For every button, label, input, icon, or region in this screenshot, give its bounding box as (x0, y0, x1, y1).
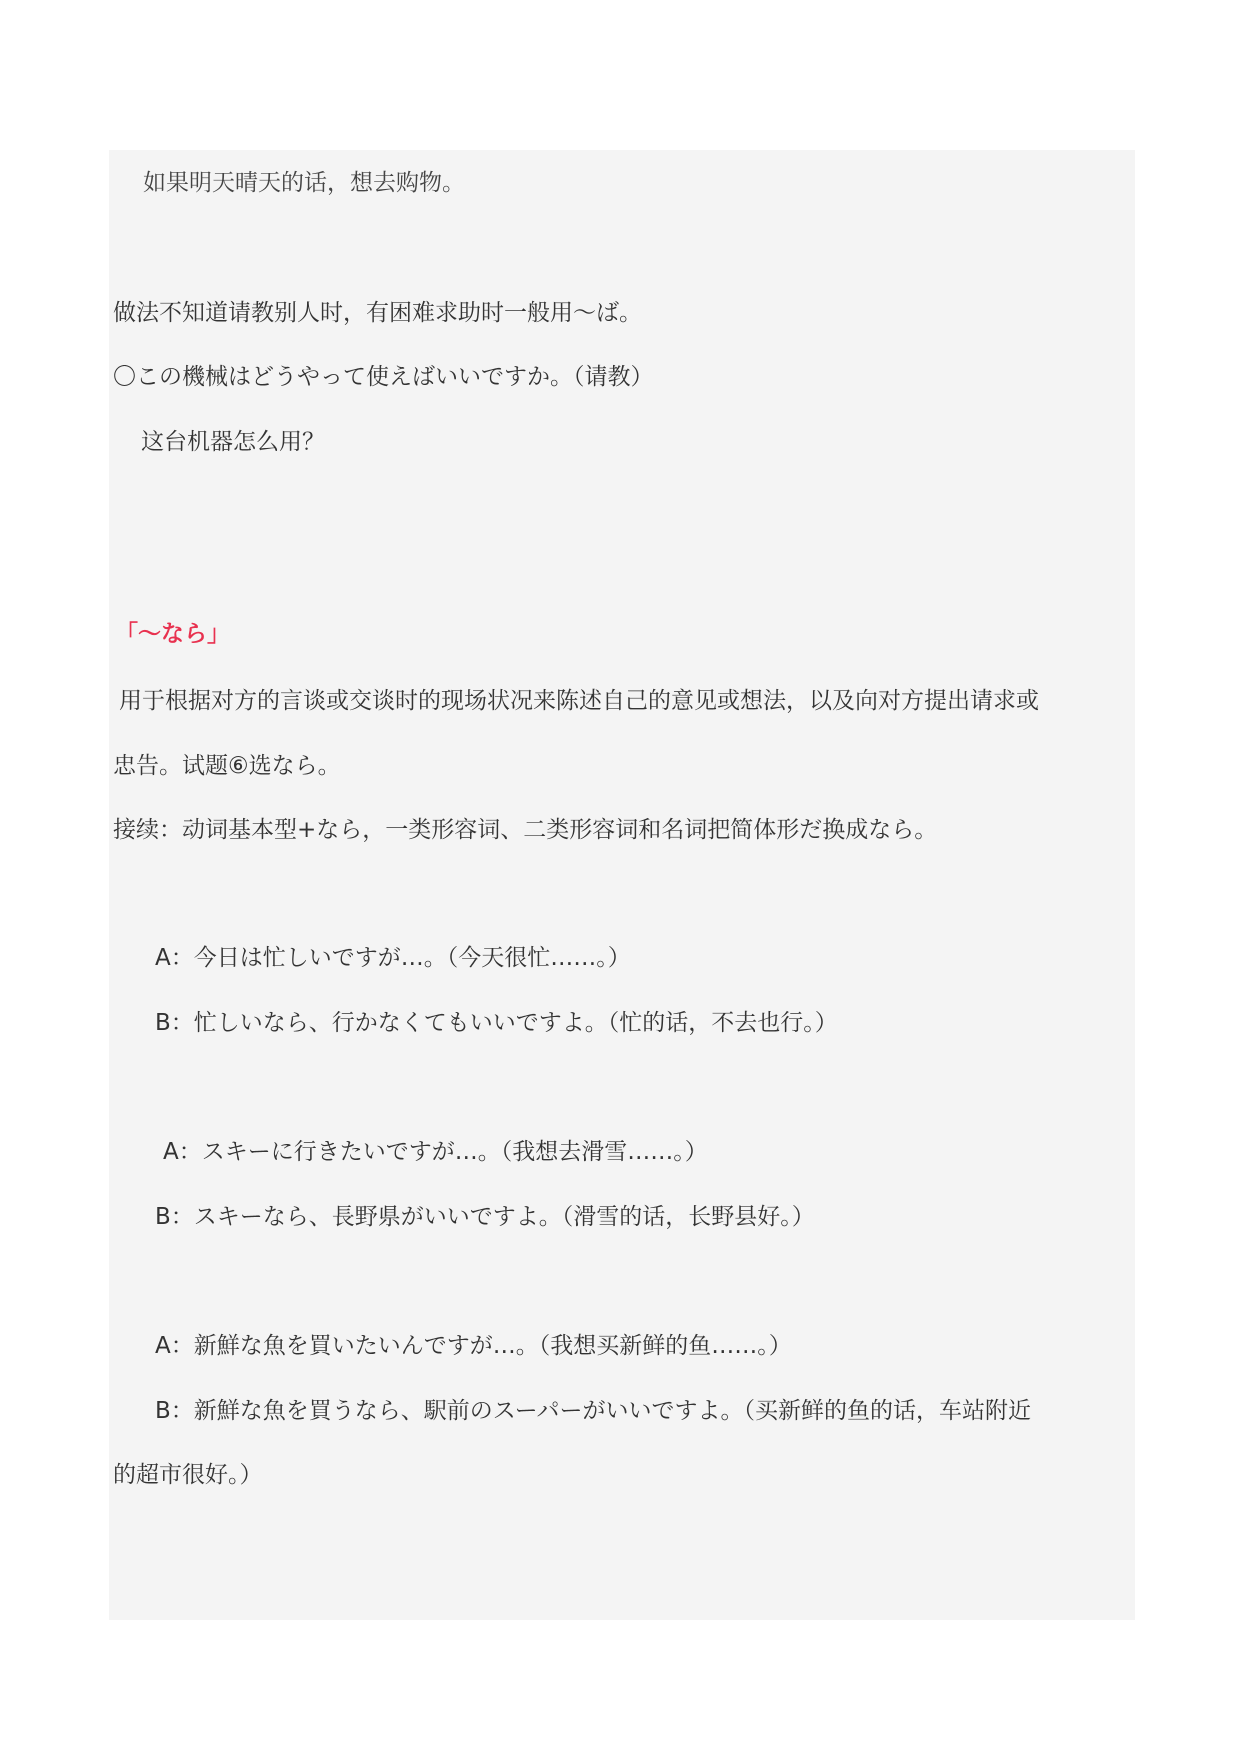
intro-translation: 如果明天晴天的话，想去购物。 (143, 170, 465, 196)
dialogue-2-a: A：スキーに行きたいですが…。（我想去滑雪……。） (163, 1139, 708, 1165)
dialogue-3-b-line-1: B：新鮮な魚を買うなら、駅前のスーパーがいいですよ。（买新鲜的鱼的话，车站附近 (155, 1398, 1031, 1424)
dialogue-3-a: A：新鮮な魚を買いたいんですが…。（我想买新鲜的鱼……。） (155, 1333, 792, 1359)
nara-description-line-1: 用于根据对方的言谈或交谈时的现场状况来陈述自己的意见或想法，以及向对方提出请求或 (119, 688, 1039, 714)
nara-description-line-2: 忠告。试题⑥选なら。 (113, 753, 341, 779)
nara-connection-rule: 接续：动词基本型+なら，一类形容词、二类形容词和名词把简体形だ换成なら。 (113, 817, 938, 843)
dialogue-1-a: A：今日は忙しいですが…。（今天很忙……。） (155, 945, 631, 971)
dialogue-3-b-line-2: 的超市很好。） (113, 1462, 263, 1488)
ba-usage-note: 做法不知道请教别人时，有困难求助时一般用～ば。 (113, 300, 642, 326)
dialogue-2-b: B：スキーなら、長野県がいいですよ。（滑雪的话，长野县好。） (155, 1204, 815, 1230)
dialogue-1-b: B：忙しいなら、行かなくてもいいですよ。（忙的话，不去也行。） (155, 1010, 838, 1036)
ba-example-japanese: 〇この機械はどうやって使えばいいですか。（请教） (113, 364, 654, 390)
nara-heading: 「～なら」 (115, 621, 230, 647)
ba-example-chinese: 这台机器怎么用？ (141, 429, 325, 455)
